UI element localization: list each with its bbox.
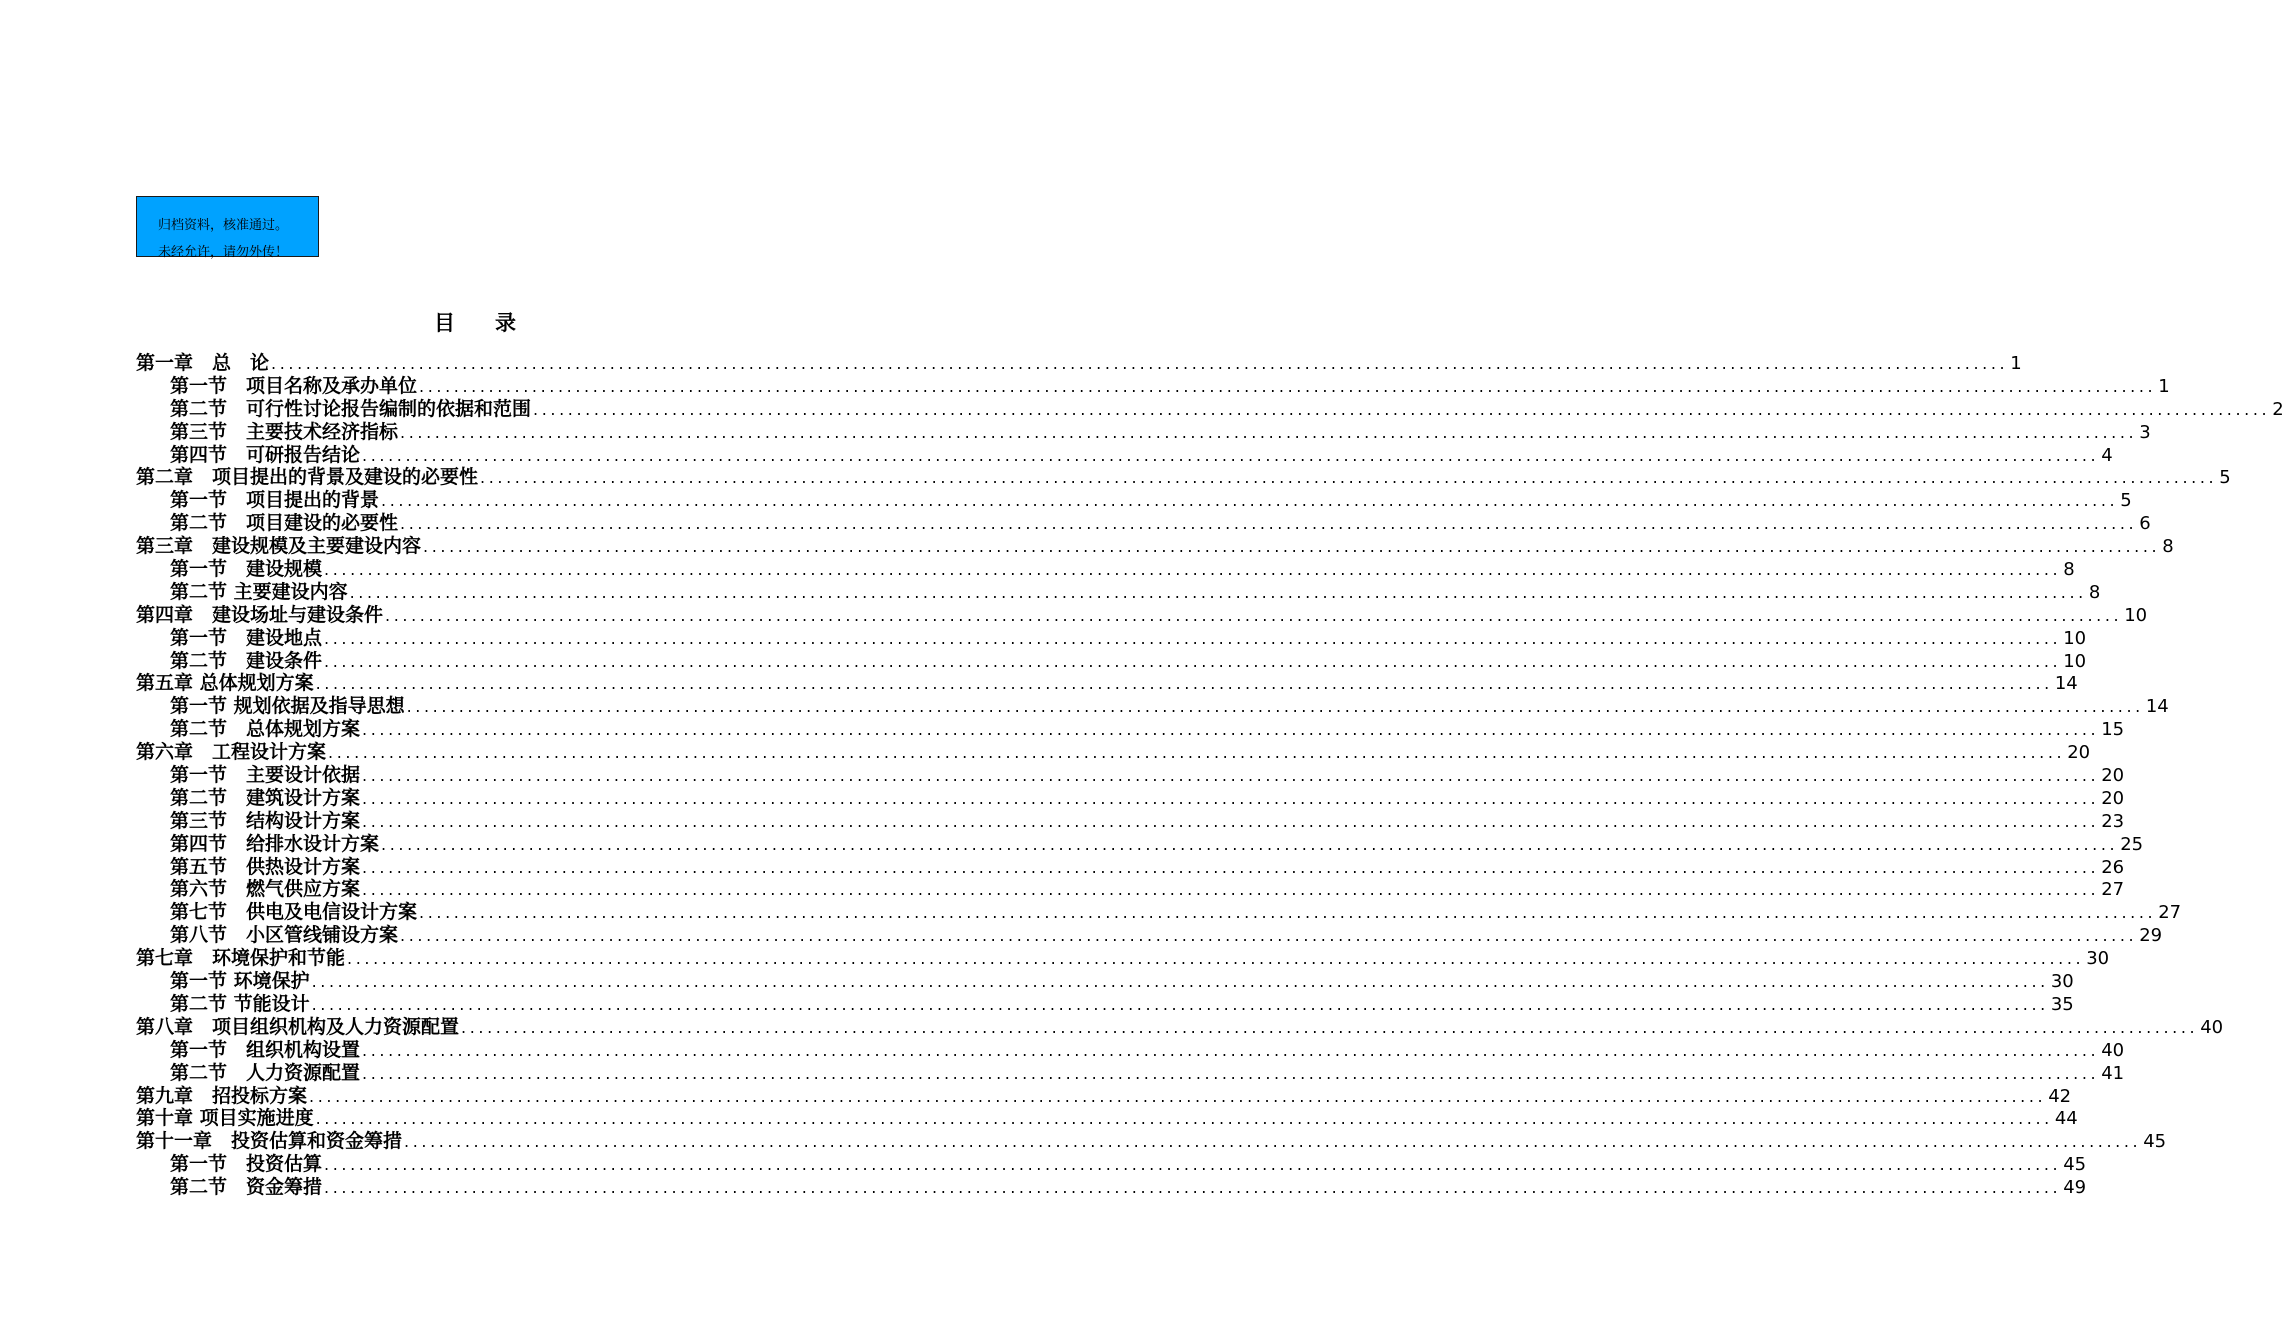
stamp-line-2: 未经允许，请勿外传！ bbox=[158, 245, 289, 260]
toc-dot-leader: ........................................................................................................................................................................................................ bbox=[362, 445, 2100, 465]
toc-page-number: 4 bbox=[2101, 444, 2113, 466]
table-of-contents bbox=[136, 352, 2284, 1199]
toc-section-entry[interactable] bbox=[136, 878, 2125, 901]
toc-section-entry[interactable] bbox=[136, 443, 2113, 467]
toc-page-number: 30 bbox=[2050, 971, 2074, 993]
toc-dot-leader: ........................................................................................................................................................................................................ bbox=[400, 514, 2138, 534]
toc-section-entry[interactable] bbox=[136, 420, 2151, 444]
toc-chapter-entry[interactable] bbox=[136, 1107, 2078, 1130]
toc-page-number: 27 bbox=[2158, 902, 2182, 924]
toc-dot-leader: ........................................................................................................................................................................................................ bbox=[324, 1155, 2062, 1175]
toc-section-entry[interactable] bbox=[136, 992, 2074, 1016]
toc-entry-label: 第二章 项目提出的背景及建设的必要性 bbox=[136, 466, 479, 489]
toc-dot-leader: ........................................................................................................................................................................................................ bbox=[324, 628, 2062, 648]
toc-chapter-entry[interactable] bbox=[136, 466, 2231, 489]
toc-dot-leader: ........................................................................................................................................................................................................ bbox=[328, 743, 2066, 763]
toc-page-number: 5 bbox=[2219, 467, 2231, 489]
toc-dot-leader: ........................................................................................................................................................................................................ bbox=[311, 972, 2049, 992]
toc-page-number: 8 bbox=[2088, 581, 2101, 603]
toc-chapter-entry[interactable] bbox=[136, 535, 2174, 558]
toc-entry-label: 第一节 组织机构设置 bbox=[170, 1038, 361, 1061]
toc-entry-label: 第八节 小区管线铺设方案 bbox=[170, 924, 399, 947]
toc-entry-label: 第八章 项目组织机构及人力资源配置 bbox=[136, 1015, 460, 1038]
toc-page-number: 42 bbox=[2048, 1085, 2072, 1107]
toc-entry-label: 第一章 总 论 bbox=[136, 352, 270, 374]
toc-entry-label: 第三章 建设规模及主要建设内容 bbox=[136, 535, 422, 558]
toc-page-number: 1 bbox=[2158, 375, 2170, 397]
toc-chapter-entry[interactable] bbox=[136, 352, 2022, 375]
toc-section-entry[interactable] bbox=[136, 626, 2087, 650]
toc-dot-leader: ........................................................................................................................................................................................................ bbox=[385, 605, 2123, 625]
toc-entry-label: 第二节 项目建设的必要性 bbox=[170, 512, 399, 535]
toc-entry-label: 第十章 项目实施进度 bbox=[136, 1107, 314, 1130]
toc-page-number: 30 bbox=[2086, 948, 2110, 970]
toc-dot-leader: ........................................................................................................................................................................................................ bbox=[381, 834, 2119, 854]
toc-page-number: 27 bbox=[2101, 879, 2125, 901]
toc-dot-leader: ........................................................................................................................................................................................................ bbox=[480, 468, 2218, 488]
toc-entry-label: 第十一章 投资估算和资金筹措 bbox=[136, 1130, 403, 1153]
toc-entry-label: 第二节 建筑设计方案 bbox=[170, 786, 361, 809]
toc-page-number: 35 bbox=[2050, 993, 2074, 1015]
toc-page-number: 6 bbox=[2139, 513, 2151, 535]
toc-section-entry[interactable] bbox=[136, 1176, 2087, 1199]
toc-page-number: 20 bbox=[2101, 787, 2125, 809]
toc-dot-leader: ........................................................................................................................................................................................................ bbox=[324, 560, 2062, 580]
toc-section-entry[interactable] bbox=[136, 374, 2170, 398]
toc-page-number: 15 bbox=[2101, 719, 2125, 741]
toc-dot-leader: ........................................................................................................................................................................................................ bbox=[381, 491, 2119, 511]
toc-section-entry[interactable] bbox=[136, 649, 2087, 673]
toc-page-number: 2 bbox=[2272, 398, 2284, 420]
toc-page-number: 1 bbox=[2010, 353, 2022, 374]
toc-section-entry[interactable] bbox=[136, 1153, 2087, 1176]
toc-entry-label: 第四节 可研报告结论 bbox=[170, 443, 361, 466]
toc-chapter-entry[interactable] bbox=[136, 1015, 2224, 1039]
toc-page-number: 25 bbox=[2120, 833, 2144, 855]
toc-entry-label: 第五章 总体规划方案 bbox=[136, 672, 314, 695]
toc-entry-label: 第一节 规划依据及指导思想 bbox=[170, 695, 405, 718]
toc-section-entry[interactable] bbox=[136, 809, 2125, 833]
toc-entry-label: 第七章 环境保护和节能 bbox=[136, 947, 346, 970]
toc-entry-label: 第二节 总体规划方案 bbox=[170, 718, 361, 741]
toc-page-number: 14 bbox=[2054, 673, 2078, 695]
toc-dot-leader: ........................................................................................................................................................................................................ bbox=[315, 674, 2053, 694]
toc-page-number: 10 bbox=[2124, 604, 2148, 626]
toc-entry-label: 第三节 结构设计方案 bbox=[170, 809, 361, 832]
toc-entry-label: 第一节 建设地点 bbox=[170, 626, 323, 649]
toc-entry-label: 第二节 建设条件 bbox=[170, 649, 323, 672]
toc-dot-leader: ........................................................................................................................................................................................................ bbox=[400, 926, 2138, 946]
toc-page-number: 20 bbox=[2101, 765, 2125, 787]
toc-dot-leader: ........................................................................................................................................................................................................ bbox=[533, 399, 2271, 419]
toc-dot-leader: ........................................................................................................................................................................................................ bbox=[423, 537, 2161, 557]
toc-entry-label: 第六节 燃气供应方案 bbox=[170, 878, 361, 901]
toc-dot-leader: ........................................................................................................................................................................................................ bbox=[362, 766, 2100, 786]
toc-dot-leader: ........................................................................................................................................................................................................ bbox=[349, 582, 2087, 602]
toc-entry-label: 第四章 建设场址与建设条件 bbox=[136, 603, 384, 626]
toc-entry-label: 第四节 给排水设计方案 bbox=[170, 832, 380, 855]
toc-entry-label: 第三节 主要技术经济指标 bbox=[170, 420, 399, 443]
toc-entry-label: 第七节 供电及电信设计方案 bbox=[170, 901, 418, 924]
toc-entry-label: 第一节 建设规模 bbox=[170, 558, 323, 581]
toc-page-number: 5 bbox=[2120, 490, 2132, 512]
toc-page-number: 10 bbox=[2063, 650, 2087, 672]
toc-page-number: 40 bbox=[2200, 1016, 2224, 1038]
toc-chapter-entry[interactable] bbox=[136, 1084, 2072, 1108]
toc-chapter-entry[interactable] bbox=[136, 1130, 2167, 1153]
toc-page-number: 26 bbox=[2101, 856, 2125, 878]
toc-page-number: 23 bbox=[2101, 810, 2125, 832]
toc-section-entry[interactable] bbox=[136, 924, 2163, 947]
toc-dot-leader: ........................................................................................................................................................................................................ bbox=[406, 697, 2144, 717]
toc-entry-label: 第一节 主要设计依据 bbox=[170, 764, 361, 787]
toc-page-number: 20 bbox=[2067, 742, 2091, 764]
toc-entry-label: 第六章 工程设计方案 bbox=[136, 741, 327, 764]
toc-page-number: 41 bbox=[2101, 1062, 2125, 1084]
toc-dot-leader: ........................................................................................................................................................................................................ bbox=[400, 422, 2138, 442]
toc-dot-leader: ........................................................................................................................................................................................................ bbox=[461, 1017, 2199, 1037]
toc-page-number: 8 bbox=[2162, 536, 2174, 558]
toc-entry-label: 第一节 环境保护 bbox=[170, 970, 310, 993]
toc-entry-label: 第二节 可行性讨论报告编制的依据和范围 bbox=[170, 397, 532, 420]
toc-entry-label: 第二节 节能设计 bbox=[170, 992, 310, 1015]
toc-dot-leader: ........................................................................................................................................................................................................ bbox=[362, 811, 2100, 831]
toc-section-entry[interactable] bbox=[136, 970, 2074, 993]
toc-dot-leader: ........................................................................................................................................................................................................ bbox=[324, 1178, 2062, 1198]
toc-dot-leader: ........................................................................................................................................................................................................ bbox=[271, 354, 2009, 373]
archive-stamp bbox=[136, 196, 319, 260]
toc-section-entry[interactable] bbox=[136, 786, 2125, 810]
toc-chapter-entry[interactable] bbox=[136, 947, 2110, 970]
toc-dot-leader: ........................................................................................................................................................................................................ bbox=[404, 1132, 2142, 1152]
stamp-line-1: 归档资料，核准通过。 bbox=[158, 218, 289, 233]
toc-dot-leader: ........................................................................................................................................................................................................ bbox=[362, 1063, 2100, 1083]
toc-entry-label: 第二节 主要建设内容 bbox=[170, 580, 348, 603]
toc-page-number: 29 bbox=[2139, 925, 2163, 947]
toc-dot-leader: ........................................................................................................................................................................................................ bbox=[362, 1040, 2100, 1060]
toc-page-number: 45 bbox=[2143, 1131, 2167, 1153]
toc-dot-leader: ........................................................................................................................................................................................................ bbox=[347, 949, 2085, 969]
toc-page-number: 14 bbox=[2145, 696, 2169, 718]
toc-section-entry[interactable] bbox=[136, 855, 2125, 879]
toc-dot-leader: ........................................................................................................................................................................................................ bbox=[315, 1109, 2053, 1129]
toc-dot-leader: ........................................................................................................................................................................................................ bbox=[324, 651, 2062, 671]
toc-entry-label: 第二节 资金筹措 bbox=[170, 1176, 323, 1199]
toc-dot-leader: ........................................................................................................................................................................................................ bbox=[419, 903, 2157, 923]
toc-section-entry[interactable] bbox=[136, 764, 2125, 787]
toc-page-number: 45 bbox=[2063, 1154, 2087, 1176]
toc-entry-label: 第一节 项目提出的背景 bbox=[170, 489, 380, 512]
toc-dot-leader: ........................................................................................................................................................................................................ bbox=[362, 720, 2100, 740]
toc-section-entry[interactable] bbox=[136, 489, 2132, 512]
toc-section-entry[interactable] bbox=[136, 718, 2125, 741]
toc-chapter-entry[interactable] bbox=[136, 741, 2091, 764]
toc-dot-leader: ........................................................................................................................................................................................................ bbox=[311, 994, 2049, 1014]
toc-entry-label: 第九章 招投标方案 bbox=[136, 1084, 308, 1107]
toc-dot-leader: ........................................................................................................................................................................................................ bbox=[362, 788, 2100, 808]
toc-section-entry[interactable] bbox=[136, 1038, 2125, 1062]
toc-page-number: 49 bbox=[2063, 1177, 2087, 1199]
toc-entry-label: 第一节 投资估算 bbox=[170, 1153, 323, 1176]
toc-entry-label: 第五节 供热设计方案 bbox=[170, 855, 361, 878]
toc-page-number: 8 bbox=[2063, 559, 2075, 581]
toc-dot-leader: ........................................................................................................................................................................................................ bbox=[419, 376, 2157, 396]
toc-entry-label: 第一节 项目名称及承办单位 bbox=[170, 374, 418, 397]
toc-section-entry[interactable] bbox=[136, 695, 2169, 718]
toc-page-number: 44 bbox=[2054, 1108, 2078, 1130]
toc-dot-leader: ........................................................................................................................................................................................................ bbox=[362, 857, 2100, 877]
toc-section-entry[interactable] bbox=[136, 512, 2151, 535]
toc-dot-leader: ........................................................................................................................................................................................................ bbox=[309, 1086, 2047, 1106]
toc-section-entry[interactable] bbox=[136, 832, 2144, 856]
toc-section-entry[interactable] bbox=[136, 1061, 2125, 1085]
toc-section-entry[interactable] bbox=[136, 558, 2075, 581]
toc-dot-leader: ........................................................................................................................................................................................................ bbox=[362, 880, 2100, 900]
toc-page-number: 3 bbox=[2139, 421, 2151, 443]
toc-section-entry[interactable] bbox=[136, 397, 2284, 421]
toc-chapter-entry[interactable] bbox=[136, 672, 2078, 695]
page-title: 目录 bbox=[434, 311, 556, 335]
toc-section-entry[interactable] bbox=[136, 580, 2101, 604]
toc-page-number: 40 bbox=[2101, 1039, 2125, 1061]
toc-entry-label: 第二节 人力资源配置 bbox=[170, 1061, 361, 1084]
toc-section-entry[interactable] bbox=[136, 901, 2182, 924]
toc-page-number: 10 bbox=[2063, 627, 2087, 649]
toc-chapter-entry[interactable] bbox=[136, 603, 2148, 627]
